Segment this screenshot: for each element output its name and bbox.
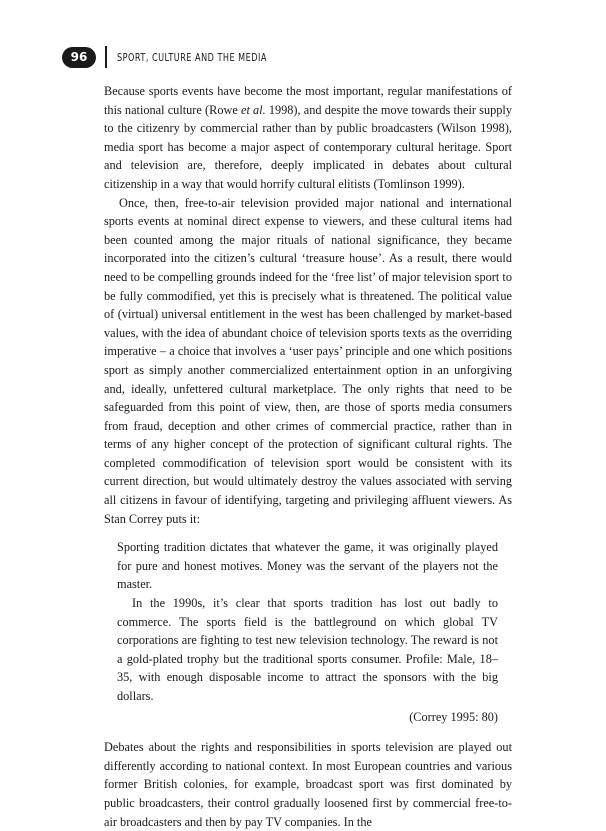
- block-quote: [117, 538, 498, 726]
- paragraph-1: [104, 82, 512, 194]
- header-divider: [105, 46, 107, 68]
- quote-citation: (Correy 1995: 80): [409, 709, 498, 724]
- page-number-badge: 96: [62, 47, 96, 68]
- paragraph-1-part-b: 1998), and despite the move towards their supply to the citizenry by commercial rather than by public broadcasters (Wilson 1998), media sport has become a major aspect of contemporary cultural heritage. Sport and television are, therefore, deeply implicated in debates about cultural citizenship in a way that would horrify cultural elitists (Tomlinson 1999).: [104, 102, 512, 191]
- quote-paragraph-1: Sporting tradition dictates that whatever the game, it was originally played for pure and honest motives. Money was the servant of the players not the master.: [117, 540, 498, 592]
- running-title: SPORT, CULTURE AND THE MEDIA: [117, 50, 267, 64]
- paragraph-1-part-a: Because sports events have become the most important, regular manifestations of this national culture (Rowe: [104, 84, 512, 117]
- paragraph-2: Once, then, free-to-air television provided major national and international sports events at nominal direct expense to viewers, and these cultural items had been counted among the major rituals of national significance, they became incorporated into the citizen’s cultural ‘treasure house’. As a result, there would need to be compelling grounds indeed for the ‘free list’ of major television sport to be fully commodified, yet this is precisely what is threatened. The political value of (virtual) universal entitlement in the west has been challenged by market-based values, with the idea of abundant choice of television sports texts as the overriding imperative – a choice that involves a ‘user pays’ principle and one which positions sport as simply another commercialized entertainment option in an unforgiving and, ideally, unfettered cultural marketplace. The only rights that need to be safeguarded from this point of view, then, are those of sports media consumers from fraud, deception and other crimes of commercial practice, rather than in terms of any higher concept of the protection of significant cultural rights. The completed commodification of television sport would be consistent with its current direction, but would ultimately destroy the values associated with serving all citizens in favour of identifying, targeting and privileging affluent viewers. As Stan Correy puts it:: [104, 195, 512, 526]
- running-head: [62, 46, 300, 68]
- body-text: [104, 82, 512, 831]
- paragraph-3: Debates about the rights and responsibilities in sports television are played out differently according to national context. In most European countries and various former British colonies, for example, broadcast sport was first dominated by public broadcasters, their control gradually loosened first by commercial free-to-air broadcasters and then by pay TV companies. In the: [104, 740, 512, 829]
- paragraph-1-italic: et al.: [240, 102, 266, 117]
- quote-paragraph-2: In the 1990s, it’s clear that sports tradition has lost out badly to commerce. The sports field is the battleground on which global TV corporations are fighting to test new television technology. The reward is not a gold-plated trophy but the traditional sports consumer. Profile: Male, 18–35, with enough disposable income to attract the sponsors with the big dollars.: [117, 596, 498, 703]
